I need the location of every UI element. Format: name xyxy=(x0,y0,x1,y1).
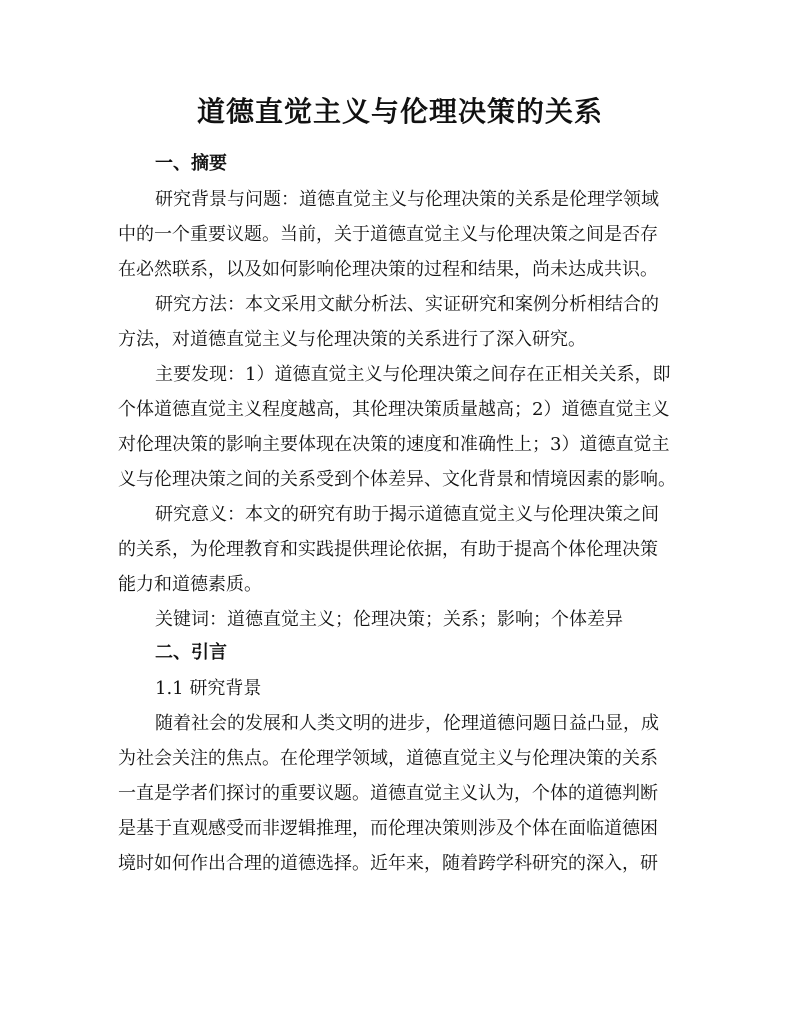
paragraph-line: 境时如何作出合理的道德选择。近年来，随着跨学科研究的深入，研 xyxy=(118,853,658,874)
paragraph-line: 是基于直观感受而非逻辑推理，而伦理决策则涉及个体在面临道德困 xyxy=(118,818,658,839)
subsection-heading-background: 1.1 研究背景 xyxy=(155,678,262,699)
document-content xyxy=(118,92,682,881)
paragraph-line: 研究背景与问题：道德直觉主义与伦理决策的关系是伦理学领域 xyxy=(155,189,659,210)
section-heading-introduction: 二、引言 xyxy=(155,642,227,663)
paragraph-line: 主要发现：1）道德直觉主义与伦理决策之间存在正相关关系，即 xyxy=(155,364,671,385)
paragraph-line: 能力和道德素质。 xyxy=(118,574,262,595)
abstract-significance-paragraph xyxy=(118,497,682,602)
paragraph-line: 义与伦理决策之间的关系受到个体差异、文化背景和情境因素的影响。 xyxy=(118,469,676,490)
keywords-line: 关键词：道德直觉主义；伦理决策；关系；影响；个体差异 xyxy=(155,609,623,630)
document-title: 道德直觉主义与伦理决策的关系 xyxy=(196,95,603,128)
paragraph-line: 随着社会的发展和人类文明的进步，伦理道德问题日益凸显，成 xyxy=(155,713,659,734)
section-abstract xyxy=(118,152,682,637)
paragraph-line: 研究方法：本文采用文献分析法、实证研究和案例分析相结合的 xyxy=(155,294,659,315)
introduction-background-paragraph xyxy=(118,706,682,881)
abstract-findings-paragraph xyxy=(118,357,682,497)
paragraph-line: 研究意义：本文的研究有助于揭示道德直觉主义与伦理决策之间 xyxy=(155,504,659,525)
paragraph-line: 个体道德直觉主义程度越高，其伦理决策质量越高；2）道德直觉主义 xyxy=(118,399,670,420)
paragraph-line: 为社会关注的焦点。在伦理学领域，道德直觉主义与伦理决策的关系 xyxy=(118,748,658,769)
paragraph-line: 中的一个重要议题。当前，关于道德直觉主义与伦理决策之间是否存 xyxy=(118,224,658,245)
section-introduction xyxy=(118,641,682,881)
paragraph-line: 在必然联系，以及如何影响伦理决策的过程和结果，尚未达成共识。 xyxy=(118,259,658,280)
paragraph-line: 方法，对道德直觉主义与伦理决策的关系进行了深入研究。 xyxy=(118,329,586,350)
paragraph-line: 一直是学者们探讨的重要议题。道德直觉主义认为，个体的道德判断 xyxy=(118,783,658,804)
section-heading-abstract: 一、摘要 xyxy=(155,153,227,174)
keywords-paragraph xyxy=(118,602,682,637)
abstract-background-paragraph xyxy=(118,182,682,287)
abstract-method-paragraph xyxy=(118,287,682,357)
paragraph-line: 的关系，为伦理教育和实践提供理论依据，有助于提高个体伦理决策 xyxy=(118,539,658,560)
paragraph-line: 对伦理决策的影响主要体现在决策的速度和准确性上；3）道德直觉主 xyxy=(118,434,670,455)
